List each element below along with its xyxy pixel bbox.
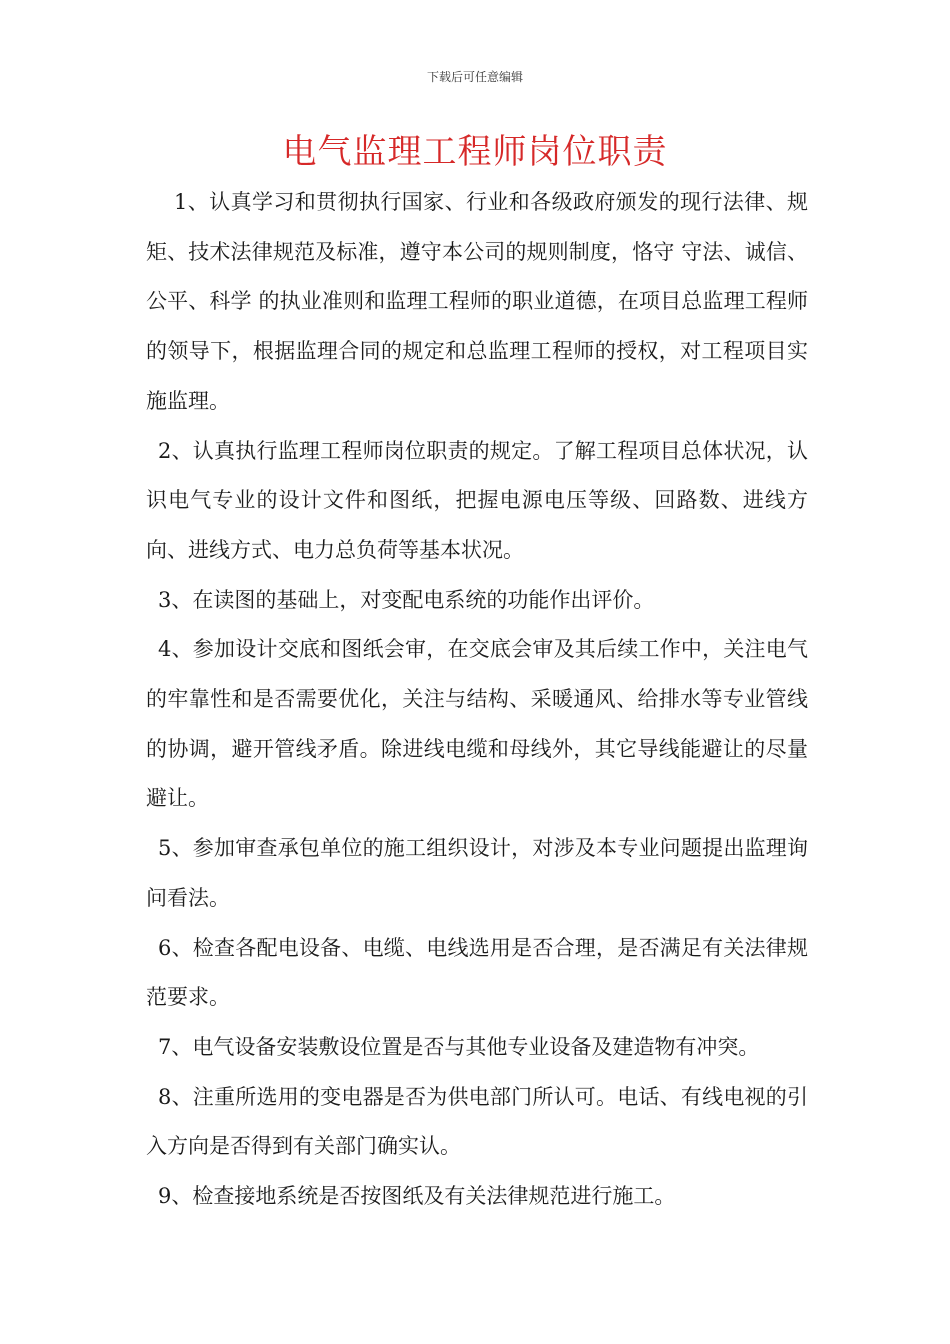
page-header-note: 下载后可任意编辑 bbox=[426, 70, 523, 84]
paragraph-3: 3、在读图的基础上，对变配电系统的功能作出评价。 bbox=[158, 587, 655, 612]
paragraph-5: 5、参加审查承包单位的施工组织设计，对涉及本专业问题提出监理询问看法。 bbox=[146, 836, 808, 910]
paragraph-9: 9、检查接地系统是否按图纸及有关法律规范进行施工。 bbox=[158, 1184, 676, 1209]
document-title: 电气监理工程师岗位职责 bbox=[282, 132, 668, 172]
paragraph-2: 2、认真执行监理工程师岗位职责的规定。了解工程项目总体状况，认识电气专业的设计文件和图纸，把握电源电压等级、回路数、进线方向、进线方式、电力总负荷等基本状况。 bbox=[146, 438, 808, 562]
paragraph-8: 8、注重所选用的变电器是否为供电部门所认可。电话、有线电视的引入方向是否得到有关部门确实认。 bbox=[146, 1084, 808, 1159]
paragraph-6: 6、检查各配电设备、电缆、电线选用是否合理，是否满足有关法律规范要求。 bbox=[146, 935, 808, 1010]
paragraph-4: 4、参加设计交底和图纸会审，在交底会审及其后续工作中，关注电气的牢靠性和是否需要优化，关注与结构、采暖通风、给排水等专业管线的协调，避开管线矛盾。除进线电缆和母线外，其它导线能避让的尽量避让。 bbox=[146, 637, 808, 811]
document-body bbox=[146, 178, 808, 1222]
paragraph-1: 1、认真学习和贯彻执行国家、行业和各级政府颁发的现行法律、规矩、技术法律规范及标准，遵守本公司的规则制度，恪守 守法、诚信、公平、科学 的执业准则和监理工程师的职业道德，在项目总监理工程师的领导下，根据监理合同的规定和总监理工程师的授权，对工程项目实施监理。 bbox=[146, 190, 808, 413]
paragraph-7: 7、电气设备安装敷设位置是否与其他专业设备及建造物有冲突。 bbox=[158, 1034, 760, 1059]
